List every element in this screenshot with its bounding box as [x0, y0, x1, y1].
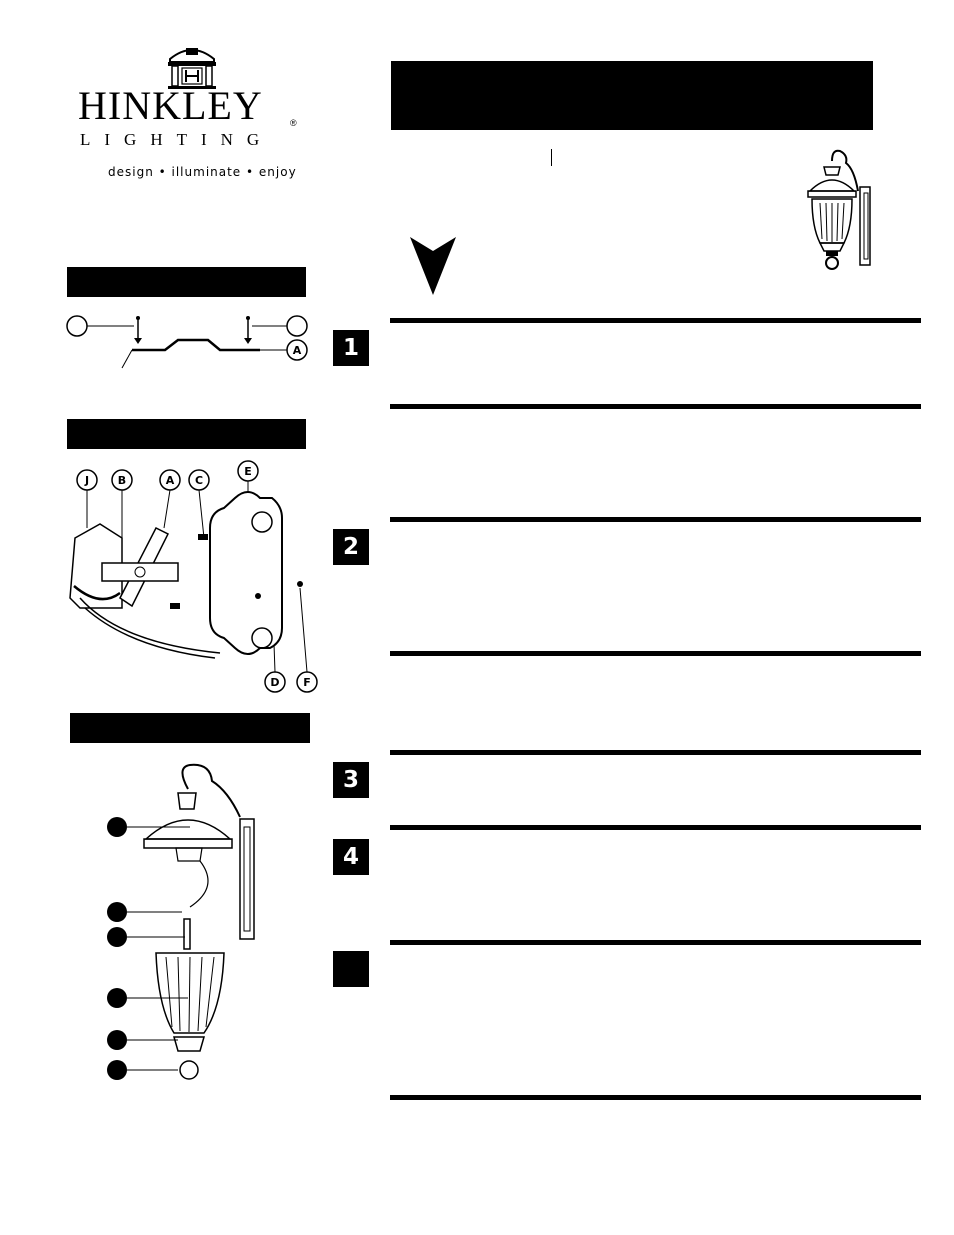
rule-6 — [390, 825, 921, 830]
divider — [551, 149, 552, 166]
step-badge-2: 2 — [333, 529, 369, 565]
section-bar-2 — [67, 419, 306, 449]
brand-subtitle: LIGHTING — [80, 130, 274, 149]
step-badge-4: 4 — [333, 839, 369, 875]
registered-mark: ® — [290, 118, 297, 128]
rule-7 — [390, 940, 921, 945]
page-title-bar — [391, 61, 873, 130]
brand-name: HINKLEY — [78, 83, 263, 128]
mounting-assembly-diagram — [60, 458, 320, 698]
step-badge-5 — [333, 951, 369, 987]
rule-2 — [390, 404, 921, 409]
label-a: A — [165, 474, 175, 487]
brand-tagline: design • illuminate • enjoy — [108, 165, 297, 179]
mounting-strap-diagram — [60, 312, 320, 372]
rule-3 — [390, 517, 921, 522]
step-badge-1: 1 — [333, 330, 369, 366]
section-bar-1 — [67, 267, 306, 297]
strap-label-a: A — [292, 344, 302, 357]
rule-8 — [390, 1095, 921, 1100]
down-arrow-icon — [408, 235, 458, 297]
label-j: J — [84, 474, 90, 487]
step-badge-3: 3 — [333, 762, 369, 798]
label-d: D — [270, 676, 280, 689]
rule-1 — [390, 318, 921, 323]
section-bar-3 — [70, 713, 310, 743]
label-c: C — [194, 474, 204, 487]
label-b: B — [117, 474, 127, 487]
exploded-lantern-diagram — [100, 757, 300, 1087]
lantern-product-icon — [802, 147, 882, 277]
label-e: E — [244, 465, 252, 478]
label-f: F — [303, 676, 311, 689]
rule-5 — [390, 750, 921, 755]
rule-4 — [390, 651, 921, 656]
